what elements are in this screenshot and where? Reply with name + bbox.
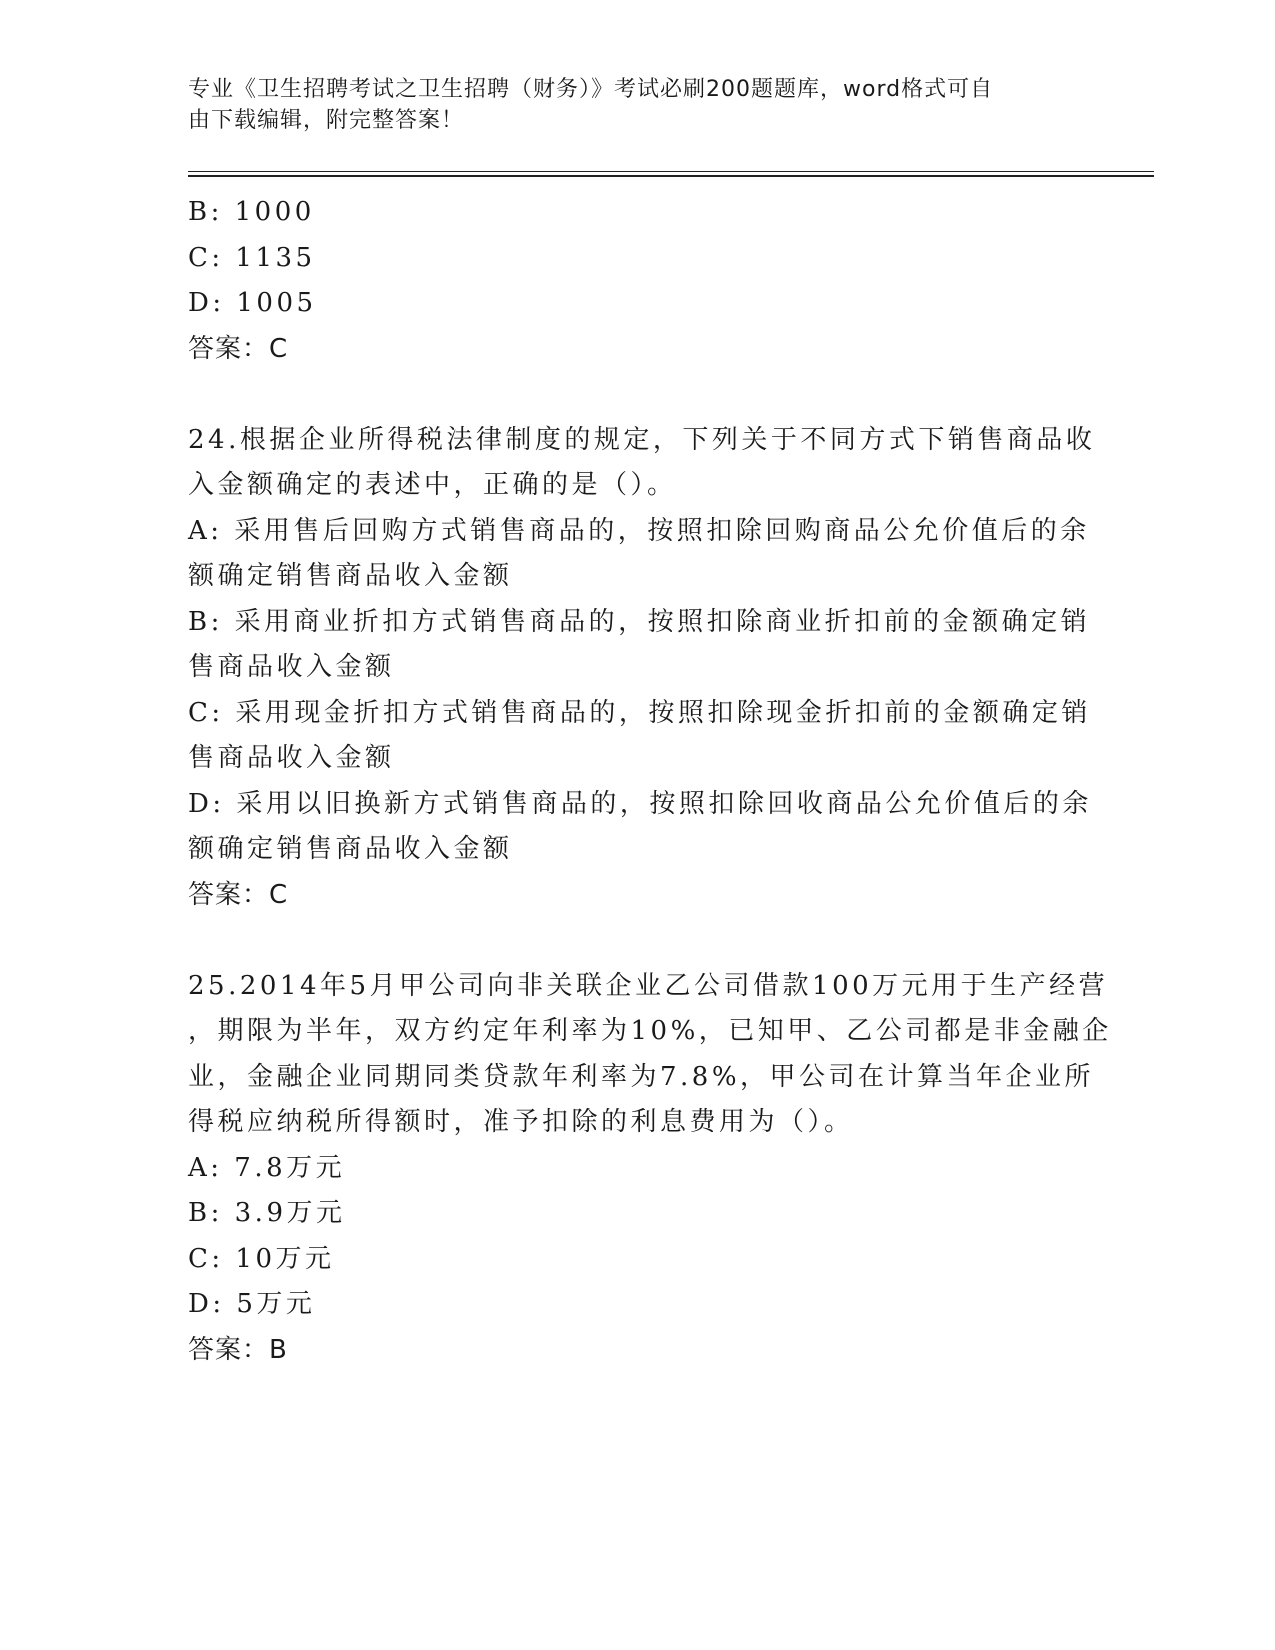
header-divider-thick bbox=[188, 175, 1154, 177]
document-header bbox=[188, 74, 1088, 136]
option-a: A: 7.8万元 bbox=[188, 1152, 346, 1183]
header-divider-thin bbox=[188, 171, 1154, 172]
question-content bbox=[188, 190, 1112, 1373]
question-stem-line: 业，金融企业同期同类贷款年利率为7.8%，甲公司在计算当年企业所 bbox=[188, 1061, 1095, 1092]
option-c: C: 1135 bbox=[188, 242, 316, 273]
question-stem-line: ，期限为半年，双方约定年利率为10%，已知甲、乙公司都是非金融企 bbox=[188, 1016, 1112, 1046]
answer: 答案：C bbox=[188, 879, 289, 910]
option-c-continued: 售商品收入金额 bbox=[188, 743, 395, 773]
option-d-continued: 额确定销售商品收入金额 bbox=[188, 834, 513, 864]
option-b: B: 采用商业折扣方式销售商品的，按照扣除商业折扣前的金额确定销 bbox=[188, 606, 1091, 637]
question-stem-line: 得税应纳税所得额时，准予扣除的利息费用为（）。 bbox=[188, 1107, 854, 1137]
question-stem-line: 24.根据企业所得税法律制度的规定，下列关于不同方式下销售商品收 bbox=[188, 424, 1096, 455]
option-a-continued: 额确定销售商品收入金额 bbox=[188, 561, 513, 591]
question-24 bbox=[188, 418, 1096, 919]
option-c: C: 采用现金折扣方式销售商品的，按照扣除现金折扣前的金额确定销 bbox=[188, 697, 1091, 728]
previous-question-tail bbox=[188, 190, 1088, 372]
option-a: A: 采用售后回购方式销售商品的，按照扣除回购商品公允价值后的余 bbox=[188, 515, 1090, 546]
spacer bbox=[188, 918, 1088, 964]
answer: 答案：B bbox=[188, 1334, 288, 1365]
option-c: C: 10万元 bbox=[188, 1243, 335, 1274]
question-stem-line: 25.2014年5月甲公司向非关联企业乙公司借款100万元用于生产经营 bbox=[188, 970, 1109, 1001]
header-line-2: 由下载编辑，附完整答案！ bbox=[188, 108, 465, 133]
option-d: D: 1005 bbox=[188, 288, 317, 318]
answer: 答案：C bbox=[188, 333, 289, 364]
option-b-continued: 售商品收入金额 bbox=[188, 652, 395, 682]
option-d: D: 采用以旧换新方式销售商品的，按照扣除回收商品公允价值后的余 bbox=[188, 788, 1092, 819]
question-stem-line: 入金额确定的表述中，正确的是（）。 bbox=[188, 470, 677, 500]
option-b: B: 3.9万元 bbox=[188, 1198, 346, 1228]
header-line-1: 专业《卫生招聘考试之卫生招聘（财务）》考试必刷200题题库，word格式可自 bbox=[188, 77, 994, 102]
option-b: B: 1000 bbox=[188, 197, 315, 227]
spacer bbox=[188, 372, 1088, 418]
question-25 bbox=[188, 964, 1112, 1374]
option-d: D: 5万元 bbox=[188, 1289, 316, 1319]
